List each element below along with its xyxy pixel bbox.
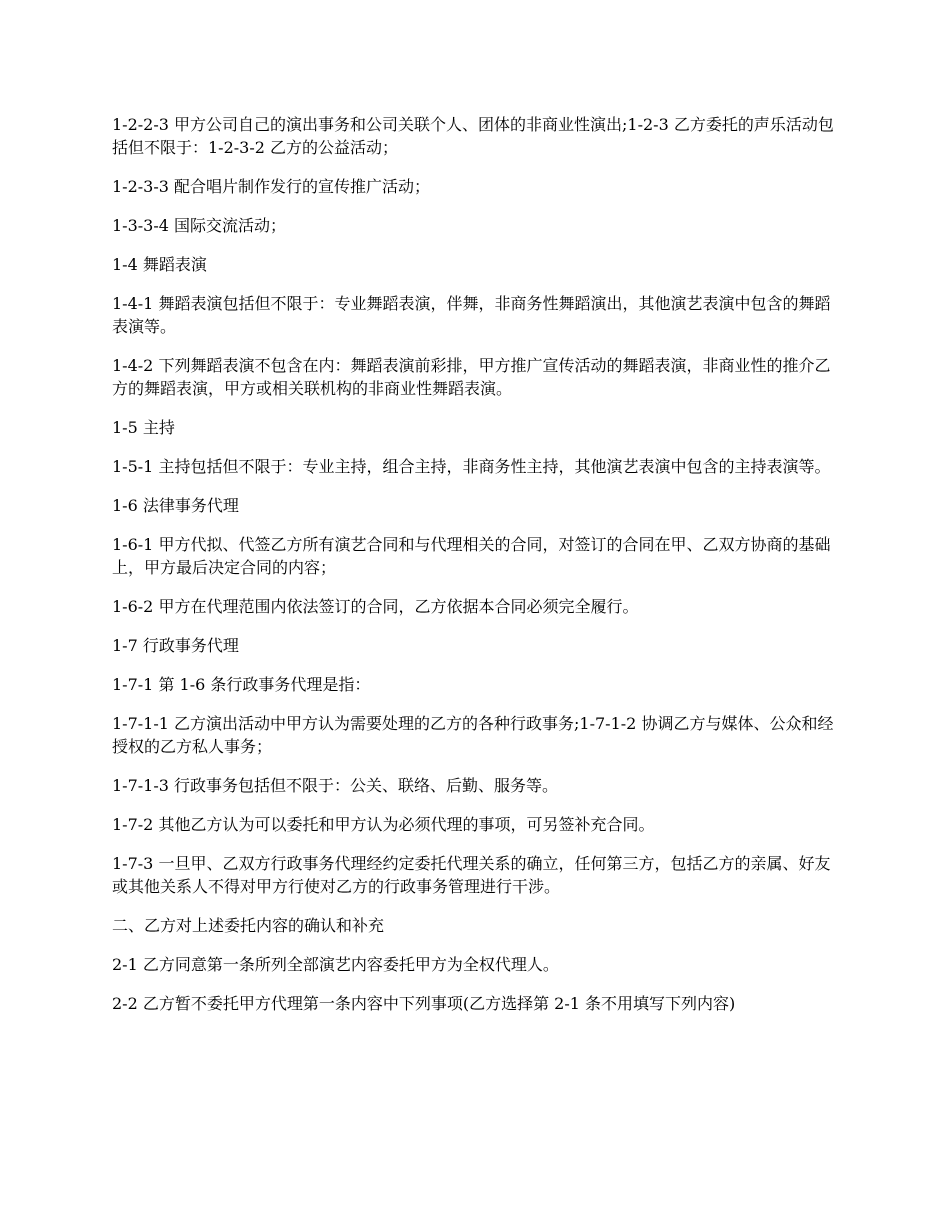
- paragraph-1-7-3: 1-7-3 一旦甲、乙双方行政事务代理经约定委托代理关系的确立，任何第三方，包括乙方的亲属、好友或其他关系人不得对甲方行使对乙方的行政事务管理进行干涉。: [112, 854, 831, 896]
- paragraph-1-7-2: 1-7-2 其他乙方认为可以委托和甲方认为必须代理的事项，可另签补充合同。: [112, 815, 655, 834]
- paragraph-1-4-1: 1-4-1 舞蹈表演包括但不限于：专业舞蹈表演，伴舞，非商务性舞蹈演出，其他演艺表演中包含的舞蹈表演等。: [112, 294, 831, 336]
- paragraph-1-7-1-3: 1-7-1-3 行政事务包括但不限于：公关、联络、后勤、服务等。: [112, 776, 559, 795]
- paragraph-1-7-1: 1-7-1 第 1-6 条行政事务代理是指：: [112, 675, 371, 694]
- heading-1-7: 1-7 行政事务代理: [112, 636, 239, 655]
- paragraph-2-2: 2-2 乙方暂不委托甲方代理第一条内容中下列事项(乙方选择第 2-1 条不用填写下列内容): [112, 994, 736, 1013]
- paragraph-1-2-3-3: 1-2-3-3 配合唱片制作发行的宣传推广活动；: [112, 177, 431, 196]
- heading-1-5: 1-5 主持: [112, 418, 175, 437]
- paragraph-1-4-2: 1-4-2 下列舞蹈表演不包含在内：舞蹈表演前彩排，甲方推广宣传活动的舞蹈表演，非商业性的推介乙方的舞蹈表演，甲方或相关联机构的非商业性舞蹈表演。: [112, 356, 831, 398]
- heading-1-6: 1-6 法律事务代理: [112, 496, 239, 515]
- heading-section-2: 二、乙方对上述委托内容的确认和补充: [112, 916, 385, 935]
- paragraph-2-1: 2-1 乙方同意第一条所列全部演艺内容委托甲方为全权代理人。: [112, 955, 559, 974]
- paragraph-1-6-2: 1-6-2 甲方在代理范围内依法签订的合同，乙方依据本合同必须完全履行。: [112, 597, 639, 616]
- heading-1-4: 1-4 舞蹈表演: [112, 255, 207, 274]
- paragraph-1-6-1: 1-6-1 甲方代拟、代签乙方所有演艺合同和与代理相关的合同，对签订的合同在甲、乙双方协商的基础上，甲方最后决定合同的内容；: [112, 535, 831, 577]
- paragraph-1-2-2-3: 1-2-2-3 甲方公司自己的演出事务和公司关联个人、团体的非商业性演出;1-2-3 乙方委托的声乐活动包括但不限于：1-2-3-2 乙方的公益活动；: [112, 115, 834, 157]
- paragraph-1-3-3-4: 1-3-3-4 国际交流活动；: [112, 216, 287, 235]
- paragraph-1-7-1-1: 1-7-1-1 乙方演出活动中甲方认为需要处理的乙方的各种行政事务;1-7-1-2 协调乙方与媒体、公众和经授权的乙方私人事务；: [112, 714, 834, 756]
- paragraph-1-5-1: 1-5-1 主持包括但不限于：专业主持，组合主持，非商务性主持，其他演艺表演中包含的主持表演等。: [112, 457, 831, 476]
